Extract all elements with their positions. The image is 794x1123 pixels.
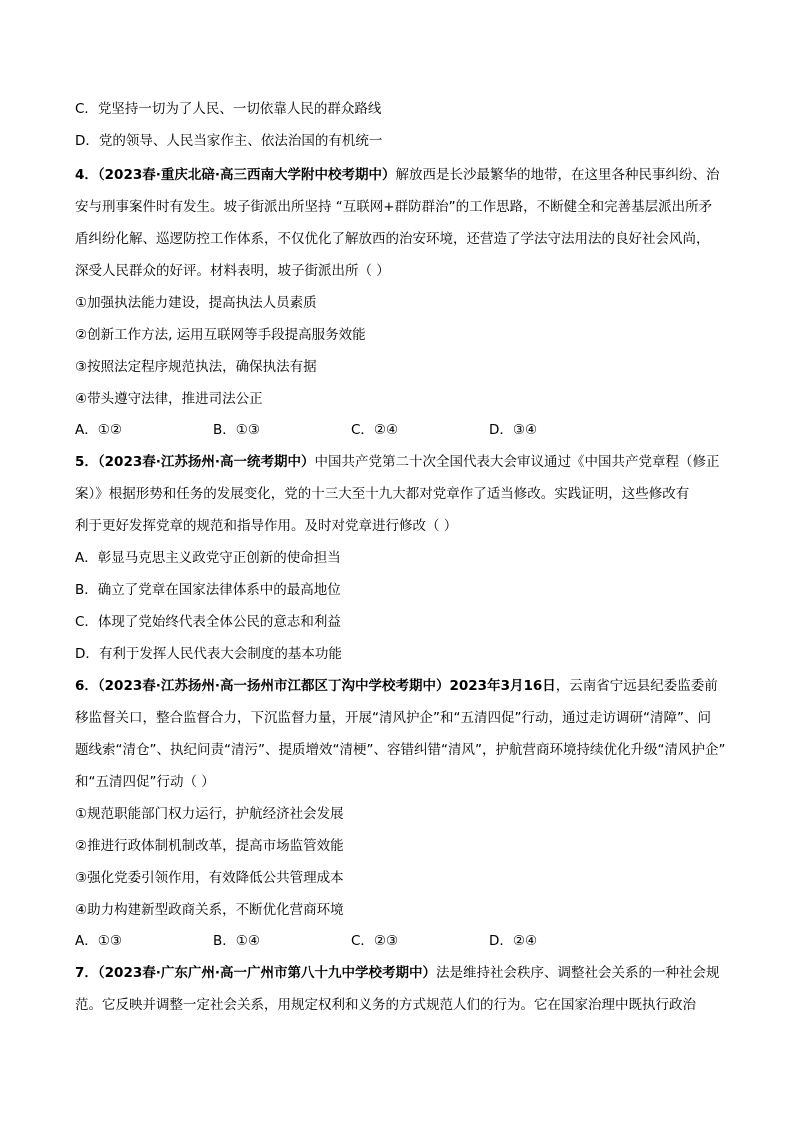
q5-option-a: A．彰显马克思主义政党守正创新的使命担当 bbox=[75, 550, 341, 566]
q6-option-c: C．②③ bbox=[351, 933, 399, 949]
q5-number: 5． bbox=[75, 454, 98, 470]
q4-option-d: D．③④ bbox=[489, 422, 538, 438]
q7-source: （2023春·广东广州·高一广州市第八十九中学校考期中） bbox=[97, 965, 436, 981]
q6-option-a: A．①③ bbox=[75, 933, 122, 949]
q6-option-b: B．①④ bbox=[213, 933, 260, 949]
q4-source: （2023春·重庆北碚·高三西南大学附中校考期中） bbox=[97, 167, 396, 183]
q4-number: 4． bbox=[75, 167, 98, 183]
q4-stem-line-4: 深受人民群众的好评。材料表明，坡子街派出所（ ） bbox=[75, 263, 390, 279]
q4-item-1: ①加强执法能力建设，提高执法人员素质 bbox=[75, 295, 317, 311]
q5-stem-line-2: 案）》根据形势和任务的发展变化，党的十三大至十九大都对党章作了适当修改。实践证明，这些修改有 bbox=[75, 486, 690, 502]
q4-item-3: ③按照法定程序规范执法，确保执法有据 bbox=[75, 359, 317, 375]
q5-stem-line-1 bbox=[75, 452, 725, 472]
q5-option-c: C．体现了党始终代表全体公民的意志和利益 bbox=[75, 614, 341, 630]
q6-item-4: ④助力构建新型政商关系，不断优化营商环境 bbox=[75, 902, 344, 918]
q7-stem-line-2: 范。它反映并调整一定社会关系，用规定权利和义务的方式规范人们的行为。它在国家治理中既执行政治 bbox=[75, 997, 696, 1013]
q6-item-1: ①规范职能部门权力运行，护航经济社会发展 bbox=[75, 806, 344, 822]
q4-stem-line-2: 安与刑事案件时有发生。坡子街派出所坚持 “互联网+群防群治”的工作思路，不断健全和完善基层派出所矛 bbox=[75, 199, 713, 215]
q4-option-c: C．②④ bbox=[351, 422, 399, 438]
q4-options bbox=[75, 420, 725, 440]
q7-stem-line-1 bbox=[75, 963, 725, 983]
q4-stem-line-1 bbox=[75, 165, 725, 185]
q7-stem-text: 法是维持社会秩序、调整社会关系的一种社会规 bbox=[436, 965, 720, 981]
q6-source: （2023春·江苏扬州·高一扬州市江都区丁沟中学校考期中） bbox=[97, 678, 450, 694]
q4-item-2: ②创新工作方法, 运用互联网等手段提高服务效能 bbox=[75, 327, 366, 343]
q6-item-3: ③强化党委引领作用，有效降低公共管理成本 bbox=[75, 870, 344, 886]
q6-option-d: D．②④ bbox=[489, 933, 538, 949]
q6-options bbox=[75, 931, 725, 951]
q6-item-2: ②推进行政体制机制改革，提高市场监管效能 bbox=[75, 838, 344, 854]
q6-stem-line-4: 和“五清四促”行动（ ） bbox=[75, 774, 215, 790]
q4-option-b: B．①③ bbox=[213, 422, 260, 438]
q4-option-a: A．①② bbox=[75, 422, 122, 438]
q5-stem-line-3: 利于更好发挥党章的规范和指导作用。及时对党章进行修改（ ） bbox=[75, 518, 458, 534]
q7-number: 7． bbox=[75, 965, 98, 981]
q4-item-4: ④带头遵守法律，推进司法公正 bbox=[75, 391, 263, 407]
q6-stem-line-1 bbox=[75, 676, 725, 696]
q5-source: （2023春·江苏扬州·高一统考期中） bbox=[97, 454, 315, 470]
q3-option-d: D．党的领导、人民当家作主、依法治国的有机统一 bbox=[75, 133, 383, 149]
q6-stem-line-2: 移监督关口，整合监督合力，下沉监督力量，开展“清风护企”和“五清四促”行动，通过走访调研“清障”、问 bbox=[75, 710, 711, 726]
q6-stem-text: ，云南省宁远县纪委监委前 bbox=[555, 678, 718, 694]
q5-option-d: D．有利于发挥人民代表大会制度的基本功能 bbox=[75, 646, 342, 662]
q4-stem-text: 解放西是长沙最繁华的地带，在这里各种民事纠纷、治 bbox=[395, 167, 720, 183]
q6-number: 6． bbox=[75, 678, 98, 694]
q5-option-b: B．确立了党章在国家法律体系中的最高地位 bbox=[75, 582, 341, 598]
q5-stem-text: 中国共产党第二十次全国代表大会审议通过《中国共产党章程（修正 bbox=[314, 454, 720, 470]
q6-stem-line-3: 题线索“清仓”、执纪问责“清污”、提质增效“清梗”、容错纠错“清风”，护航营商环境持续优化升级“清风护企” bbox=[75, 742, 726, 758]
q4-stem-line-3: 盾纠纷化解、巡逻防控工作体系，不仅优化了解放西的治安环境，还营造了学法守法用法的良好社会风尚， bbox=[75, 231, 710, 247]
q3-option-c: C．党坚持一切为了人民、一切依靠人民的群众路线 bbox=[75, 101, 382, 117]
q6-date: 2023年3月16日 bbox=[449, 678, 556, 694]
